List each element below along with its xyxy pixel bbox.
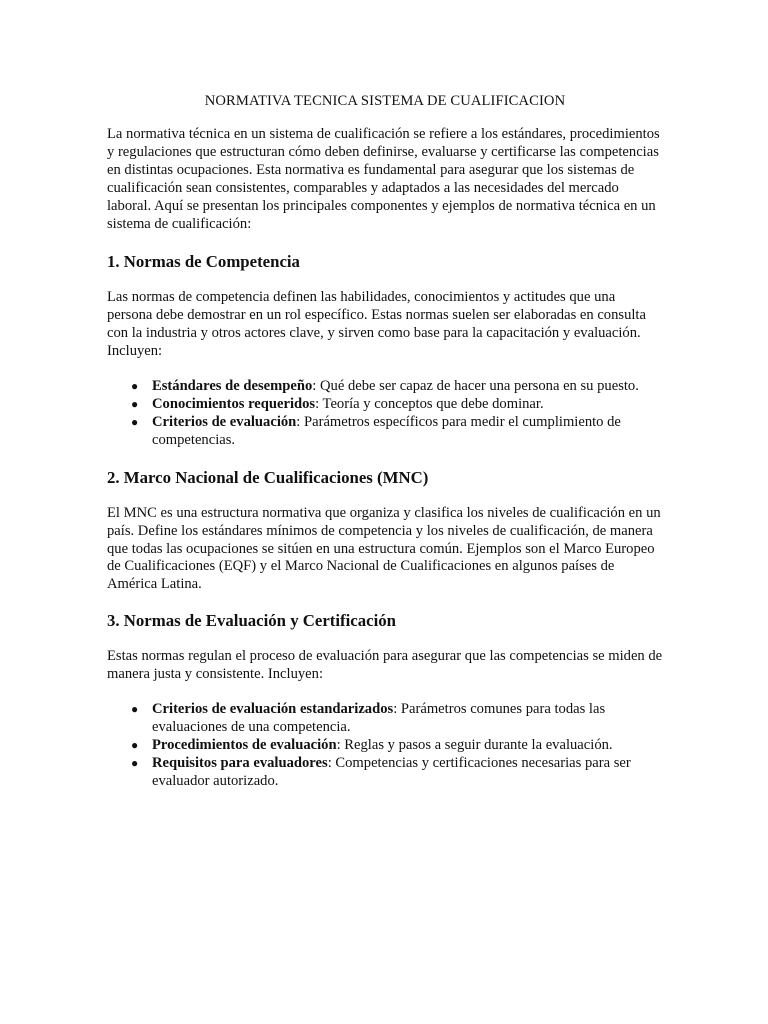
list-item-term: Conocimientos requeridos — [152, 395, 316, 412]
bullet-icon: ● — [131, 414, 139, 429]
list-item-term: Estándares de desempeño — [152, 378, 313, 395]
list-item-term: Criterios de evaluación — [152, 413, 297, 430]
list-item-desc: : Parámetros específicos para medir el cumplimiento de competencias. — [152, 413, 621, 448]
list-item — [107, 701, 663, 737]
intro-paragraph: La normativa técnica en un sistema de cualificación se refiere a los estándares, procedimientos y regulaciones que estructuran cómo deben definirse, evaluarse y certificarse las competencias en distintas ocupaciones. Esta normativa es fundamental para asegurar que los sistemas de cualificación sean consistentes, comparables y adaptados a las necesidades del mercado laboral. Aquí se presentan los principales componentes y ejemplos de normativa técnica en un sistema de cualificación: — [107, 126, 660, 232]
list-item — [107, 755, 663, 791]
bullet-icon: ● — [131, 396, 139, 411]
list-item-desc: : Parámetros comunes para todas las evaluaciones de una competencia. — [152, 701, 606, 735]
section-heading-marco-nacional: 2. Marco Nacional de Cualificaciones (MNC) — [107, 467, 429, 487]
document-title: NORMATIVA TECNICA SISTEMA DE CUALIFICACION — [204, 93, 566, 109]
document-page — [107, 92, 663, 809]
bullet-icon: ● — [131, 702, 139, 717]
list-item-term: Procedimientos de evaluación — [152, 736, 337, 753]
list-normas-evaluacion — [107, 701, 663, 791]
list-item-desc: : Reglas y pasos a seguir durante la evaluación. — [336, 736, 613, 753]
section-heading-normas-competencia: 1. Normas de Competencia — [107, 252, 300, 272]
section-text-normas-competencia: Las normas de competencia definen las habilidades, conocimientos y actitudes que una persona debe demostrar en un rol específico. Estas normas suelen ser elaboradas en consulta con la industria y otros actores clave, y sirven como base para la capacitación y evaluación. Incluyen: — [107, 289, 646, 360]
bullet-icon: ● — [131, 737, 139, 752]
list-item-desc: : Teoría y conceptos que debe dominar. — [315, 395, 544, 412]
list-item-term: Criterios de evaluación estandarizados — [152, 701, 394, 718]
section-text-normas-evaluacion: Estas normas regulan el proceso de evaluación para asegurar que las competencias se miden de manera justa y consistente. Incluyen: — [107, 648, 663, 683]
list-item — [107, 378, 663, 396]
bullet-icon: ● — [131, 379, 139, 394]
section-text-marco-nacional: El MNC es una estructura normativa que organiza y clasifica los niveles de cualificación en un país. Define los estándares mínimos de competencia y los niveles de cualificación, de manera que todas las ocupaciones se sitúen en una estructura común. Ejemplos son el Marco Europeo de Cualificaciones (EQF) y el Marco Nacional de Cualificaciones en algunos países de América Latina. — [107, 504, 661, 593]
list-item-term: Requisitos para evaluadores — [152, 754, 328, 771]
list-item-desc: : Qué debe ser capaz de hacer una persona en su puesto. — [312, 378, 639, 395]
list-item — [107, 414, 663, 450]
list-item — [107, 396, 663, 414]
list-item — [107, 737, 663, 755]
list-item-desc: : Competencias y certificaciones necesarias para ser evaluador autorizado. — [152, 754, 631, 789]
section-heading-normas-evaluacion: 3. Normas de Evaluación y Certificación — [107, 611, 396, 631]
list-normas-competencia — [107, 378, 663, 450]
bullet-icon: ● — [131, 755, 139, 770]
